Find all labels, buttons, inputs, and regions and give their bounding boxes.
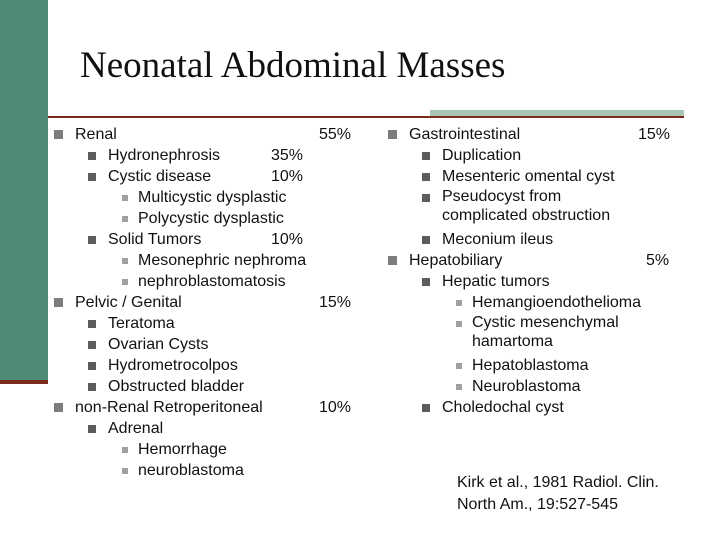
- outline-item-level-1: [54, 397, 374, 418]
- outline-item-level-2: [388, 166, 720, 187]
- percentage-value: 10%: [319, 399, 352, 416]
- outline-item-text: Cystic disease: [108, 168, 212, 185]
- outline-item-text: Pseudocyst from complicated obstruction: [442, 188, 611, 224]
- square-bullet-icon: [88, 152, 96, 160]
- outline-item-level-3: [54, 250, 442, 271]
- percentage-value: 55%: [319, 126, 352, 143]
- outline-item-level-1: [388, 124, 688, 145]
- square-bullet-icon: [422, 236, 430, 244]
- outline-item-level-2: [54, 376, 408, 397]
- outline-item-level-2: [388, 187, 720, 225]
- outline-item-text: Obstructed bladder: [108, 378, 245, 395]
- citation: [457, 472, 697, 516]
- outline-item-text: Ovarian Cysts: [108, 336, 209, 353]
- square-bullet-icon: [88, 383, 96, 391]
- outline-item-level-3: [54, 460, 442, 481]
- outline-item-level-2: [54, 313, 408, 334]
- outline-item-text: Mesenteric omental cyst: [442, 168, 615, 185]
- outline-item-level-3: [388, 292, 720, 313]
- percentage-value: 10%: [271, 168, 304, 185]
- outline-item-text: non-Renal Retroperitoneal: [75, 399, 263, 416]
- square-bullet-icon: [88, 425, 96, 433]
- outline-item-level-2: [54, 334, 408, 355]
- square-bullet-icon: [456, 384, 462, 390]
- percentage-value: 15%: [638, 126, 671, 143]
- outline-item-text: Hepatic tumors: [442, 273, 550, 290]
- outline-item-level-3: [388, 355, 720, 376]
- square-bullet-icon: [388, 256, 397, 265]
- outline-item-level-2: [388, 145, 720, 166]
- outline-item-text: Hepatoblastoma: [472, 357, 589, 374]
- outline-item-text: Hepatobiliary: [409, 252, 503, 269]
- outline-item-level-3: [54, 187, 442, 208]
- outline-item-level-3: [54, 208, 442, 229]
- outline-item-level-3: [54, 271, 442, 292]
- square-bullet-icon: [422, 152, 430, 160]
- square-bullet-icon: [456, 300, 462, 306]
- outline-item-text: Duplication: [442, 147, 522, 164]
- outline-item-text: Renal: [75, 126, 117, 143]
- square-bullet-icon: [54, 403, 63, 412]
- outline-item-level-2: [388, 271, 720, 292]
- square-bullet-icon: [88, 320, 96, 328]
- outline-item-level-2: [54, 145, 408, 166]
- slide-title: Neonatal Abdominal Masses: [80, 45, 506, 86]
- outline-item-level-1: [54, 124, 374, 145]
- outline-item-text: Hydronephrosis: [108, 147, 221, 164]
- square-bullet-icon: [88, 362, 96, 370]
- outline-item-text: Choledochal cyst: [442, 399, 564, 416]
- square-bullet-icon: [456, 321, 462, 327]
- outline-item-text: Teratoma: [108, 315, 175, 332]
- outline-item-level-2: [54, 166, 408, 187]
- outline-item-text: Meconium ileus: [442, 231, 554, 248]
- square-bullet-icon: [422, 173, 430, 181]
- outline-item-text: Mesonephric nephroma: [138, 252, 307, 269]
- square-bullet-icon: [422, 404, 430, 412]
- outline-item-text: Cystic mesenchymal hamartoma: [472, 314, 619, 350]
- decorative-side-bar: [0, 0, 48, 384]
- outline-item-text: Solid Tumors: [108, 231, 202, 248]
- percentage-value: 10%: [271, 231, 304, 248]
- outline-item-text: Hydrometrocolpos: [108, 357, 238, 374]
- outline-item-text: neuroblastoma: [138, 462, 244, 479]
- percentage-value: 35%: [271, 147, 304, 164]
- square-bullet-icon: [122, 195, 128, 201]
- side-bar-accent: [0, 380, 48, 384]
- square-bullet-icon: [54, 130, 63, 139]
- outline-item-text: nephroblastomatosis: [138, 273, 286, 290]
- outline-item-text: Hemorrhage: [138, 441, 227, 458]
- citation-line-2: North Am., 19:527-545: [457, 496, 618, 513]
- outline-item-text: Polycystic dysplastic: [138, 210, 284, 227]
- square-bullet-icon: [122, 216, 128, 222]
- outline-item-level-1: [54, 292, 374, 313]
- square-bullet-icon: [88, 236, 96, 244]
- title-rule: [48, 116, 684, 118]
- outline-item-text: Adrenal: [108, 420, 164, 437]
- outline-item-text: Neuroblastoma: [472, 378, 581, 395]
- square-bullet-icon: [422, 278, 430, 286]
- percentage-value: 15%: [319, 294, 352, 311]
- square-bullet-icon: [388, 130, 397, 139]
- square-bullet-icon: [422, 194, 430, 202]
- square-bullet-icon: [54, 298, 63, 307]
- square-bullet-icon: [122, 447, 128, 453]
- square-bullet-icon: [88, 173, 96, 181]
- square-bullet-icon: [456, 363, 462, 369]
- square-bullet-icon: [88, 341, 96, 349]
- outline-item-level-3: [388, 376, 720, 397]
- outline-item-level-2: [54, 418, 408, 439]
- percentage-value: 5%: [646, 252, 670, 269]
- outline-item-level-2: [54, 355, 408, 376]
- outline-item-text: Pelvic / Genital: [75, 294, 182, 311]
- square-bullet-icon: [122, 468, 128, 474]
- outline-item-text: Gastrointestinal: [409, 126, 521, 143]
- outline-item-level-3: [54, 439, 442, 460]
- square-bullet-icon: [122, 258, 128, 264]
- outline-item-level-1: [388, 250, 688, 271]
- outline-item-text: Multicystic dysplastic: [138, 189, 287, 206]
- square-bullet-icon: [122, 279, 128, 285]
- outline-item-level-2: [388, 397, 720, 418]
- citation-line-1: Kirk et al., 1981 Radiol. Clin.: [457, 474, 659, 491]
- outline-item-text: Hemangioendothelioma: [472, 294, 641, 311]
- outline-item-level-3: [388, 313, 720, 351]
- outline-item-level-2: [388, 229, 720, 250]
- outline-item-level-2: [54, 229, 408, 250]
